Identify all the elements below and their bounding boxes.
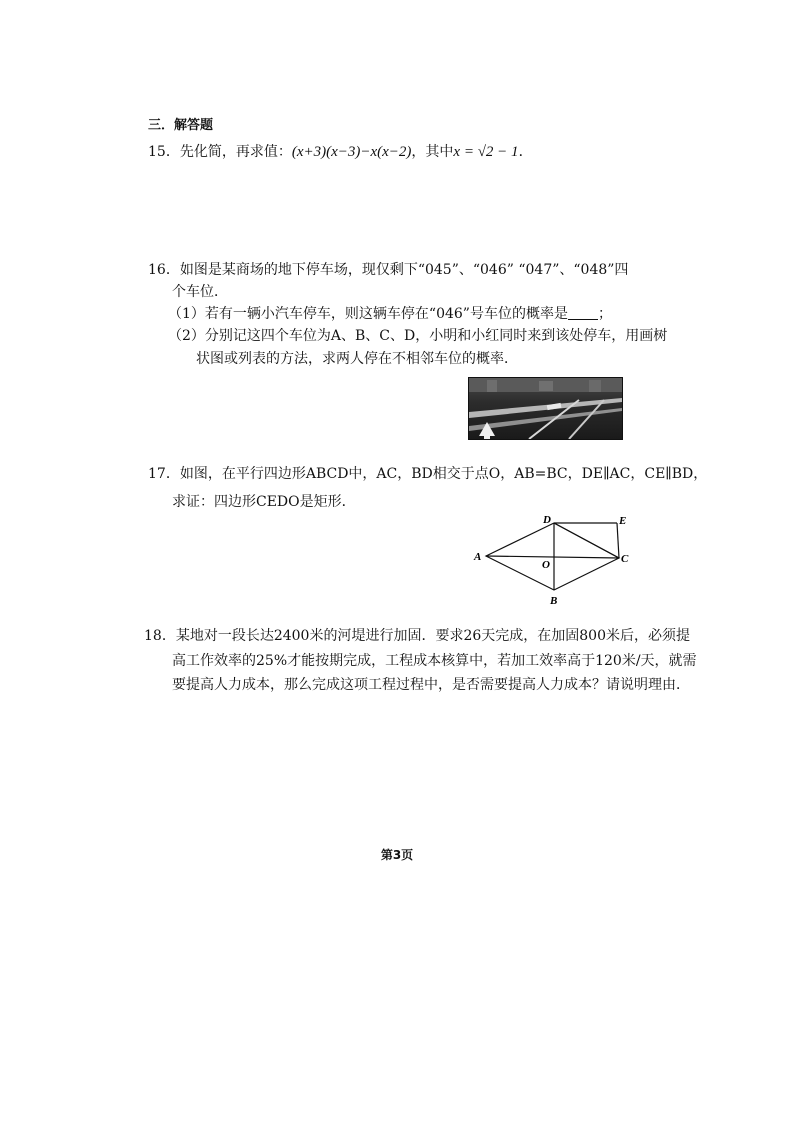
segment-ce (617, 523, 619, 558)
label-o: O (542, 559, 550, 571)
answer-blank (568, 305, 598, 320)
question-18-line3: 要提高人力成本，那么完成这项工程过程中，是否需要提高人力成本？请说明理由． (172, 677, 690, 693)
question-15-condition: x = √2 − 1 (453, 144, 519, 160)
page-number: 第3页 (380, 848, 414, 862)
question-16-part1-text: （1）若有一辆小汽车停车，则这辆车停在“046”号车位的概率是 (168, 306, 568, 322)
question-16-text-line1: 如图是某商场的地下停车场，现仅剩下“045”、“046” “047”、“048”四 (179, 262, 629, 278)
question-16-part1-suffix: ； (597, 306, 612, 322)
question-18-line2: 高工作效率的25%才能按期完成，工程成本核算中，若加工效率高于120米/天，就需 (172, 653, 697, 669)
question-17-number: 17． (148, 466, 180, 482)
question-16-part2-line2: 状图或列表的方法，求两人停在不相邻车位的概率． (196, 351, 518, 367)
question-17-line1 (148, 464, 707, 484)
parallelogram-figure (470, 510, 640, 610)
question-15-text: 先化简，再求值： (179, 144, 292, 160)
question-15-condition-prefix: ，其中 (411, 144, 454, 160)
question-16-part2-line1: （2）分别记这四个车位为A、B、C、D，小明和小红同时来到该处停车，用画树 (168, 328, 668, 344)
question-15 (148, 142, 533, 162)
diagonal-ac (486, 556, 619, 558)
question-15-end: ． (518, 144, 533, 160)
question-17-line2: 求证：四边形CEDO是矩形． (172, 494, 356, 510)
question-16-line1 (148, 260, 628, 280)
label-e: E (619, 515, 627, 527)
question-15-number: 15． (148, 144, 180, 160)
question-16-part1 (168, 304, 612, 324)
question-17-text-line1: 如图，在平行四边形ABCD中，AC，BD相交于点O，AB=BC，DE∥AC，CE∥BD， (179, 466, 708, 482)
question-18-text-line1: 某地对一段长达2400米的河堤进行加固．要求26天完成，在加固800米后，必须提 (175, 628, 690, 644)
question-16-number: 16． (148, 262, 180, 278)
label-c: C (621, 553, 629, 565)
segment-dc (554, 523, 619, 558)
question-15-expression: (x+3)(x−3)−x(x−2) (291, 144, 412, 160)
question-16-line2: 个车位． (172, 284, 228, 300)
parking-lot-photo-drawing (469, 378, 622, 439)
parking-lot-photo (468, 377, 623, 440)
question-18-number: 18． (144, 628, 176, 644)
label-b: B (550, 595, 558, 607)
label-d: D (543, 514, 551, 526)
label-a: A (474, 551, 482, 563)
question-18-line1 (144, 626, 690, 646)
section-title: 三．解答题 (148, 118, 214, 133)
